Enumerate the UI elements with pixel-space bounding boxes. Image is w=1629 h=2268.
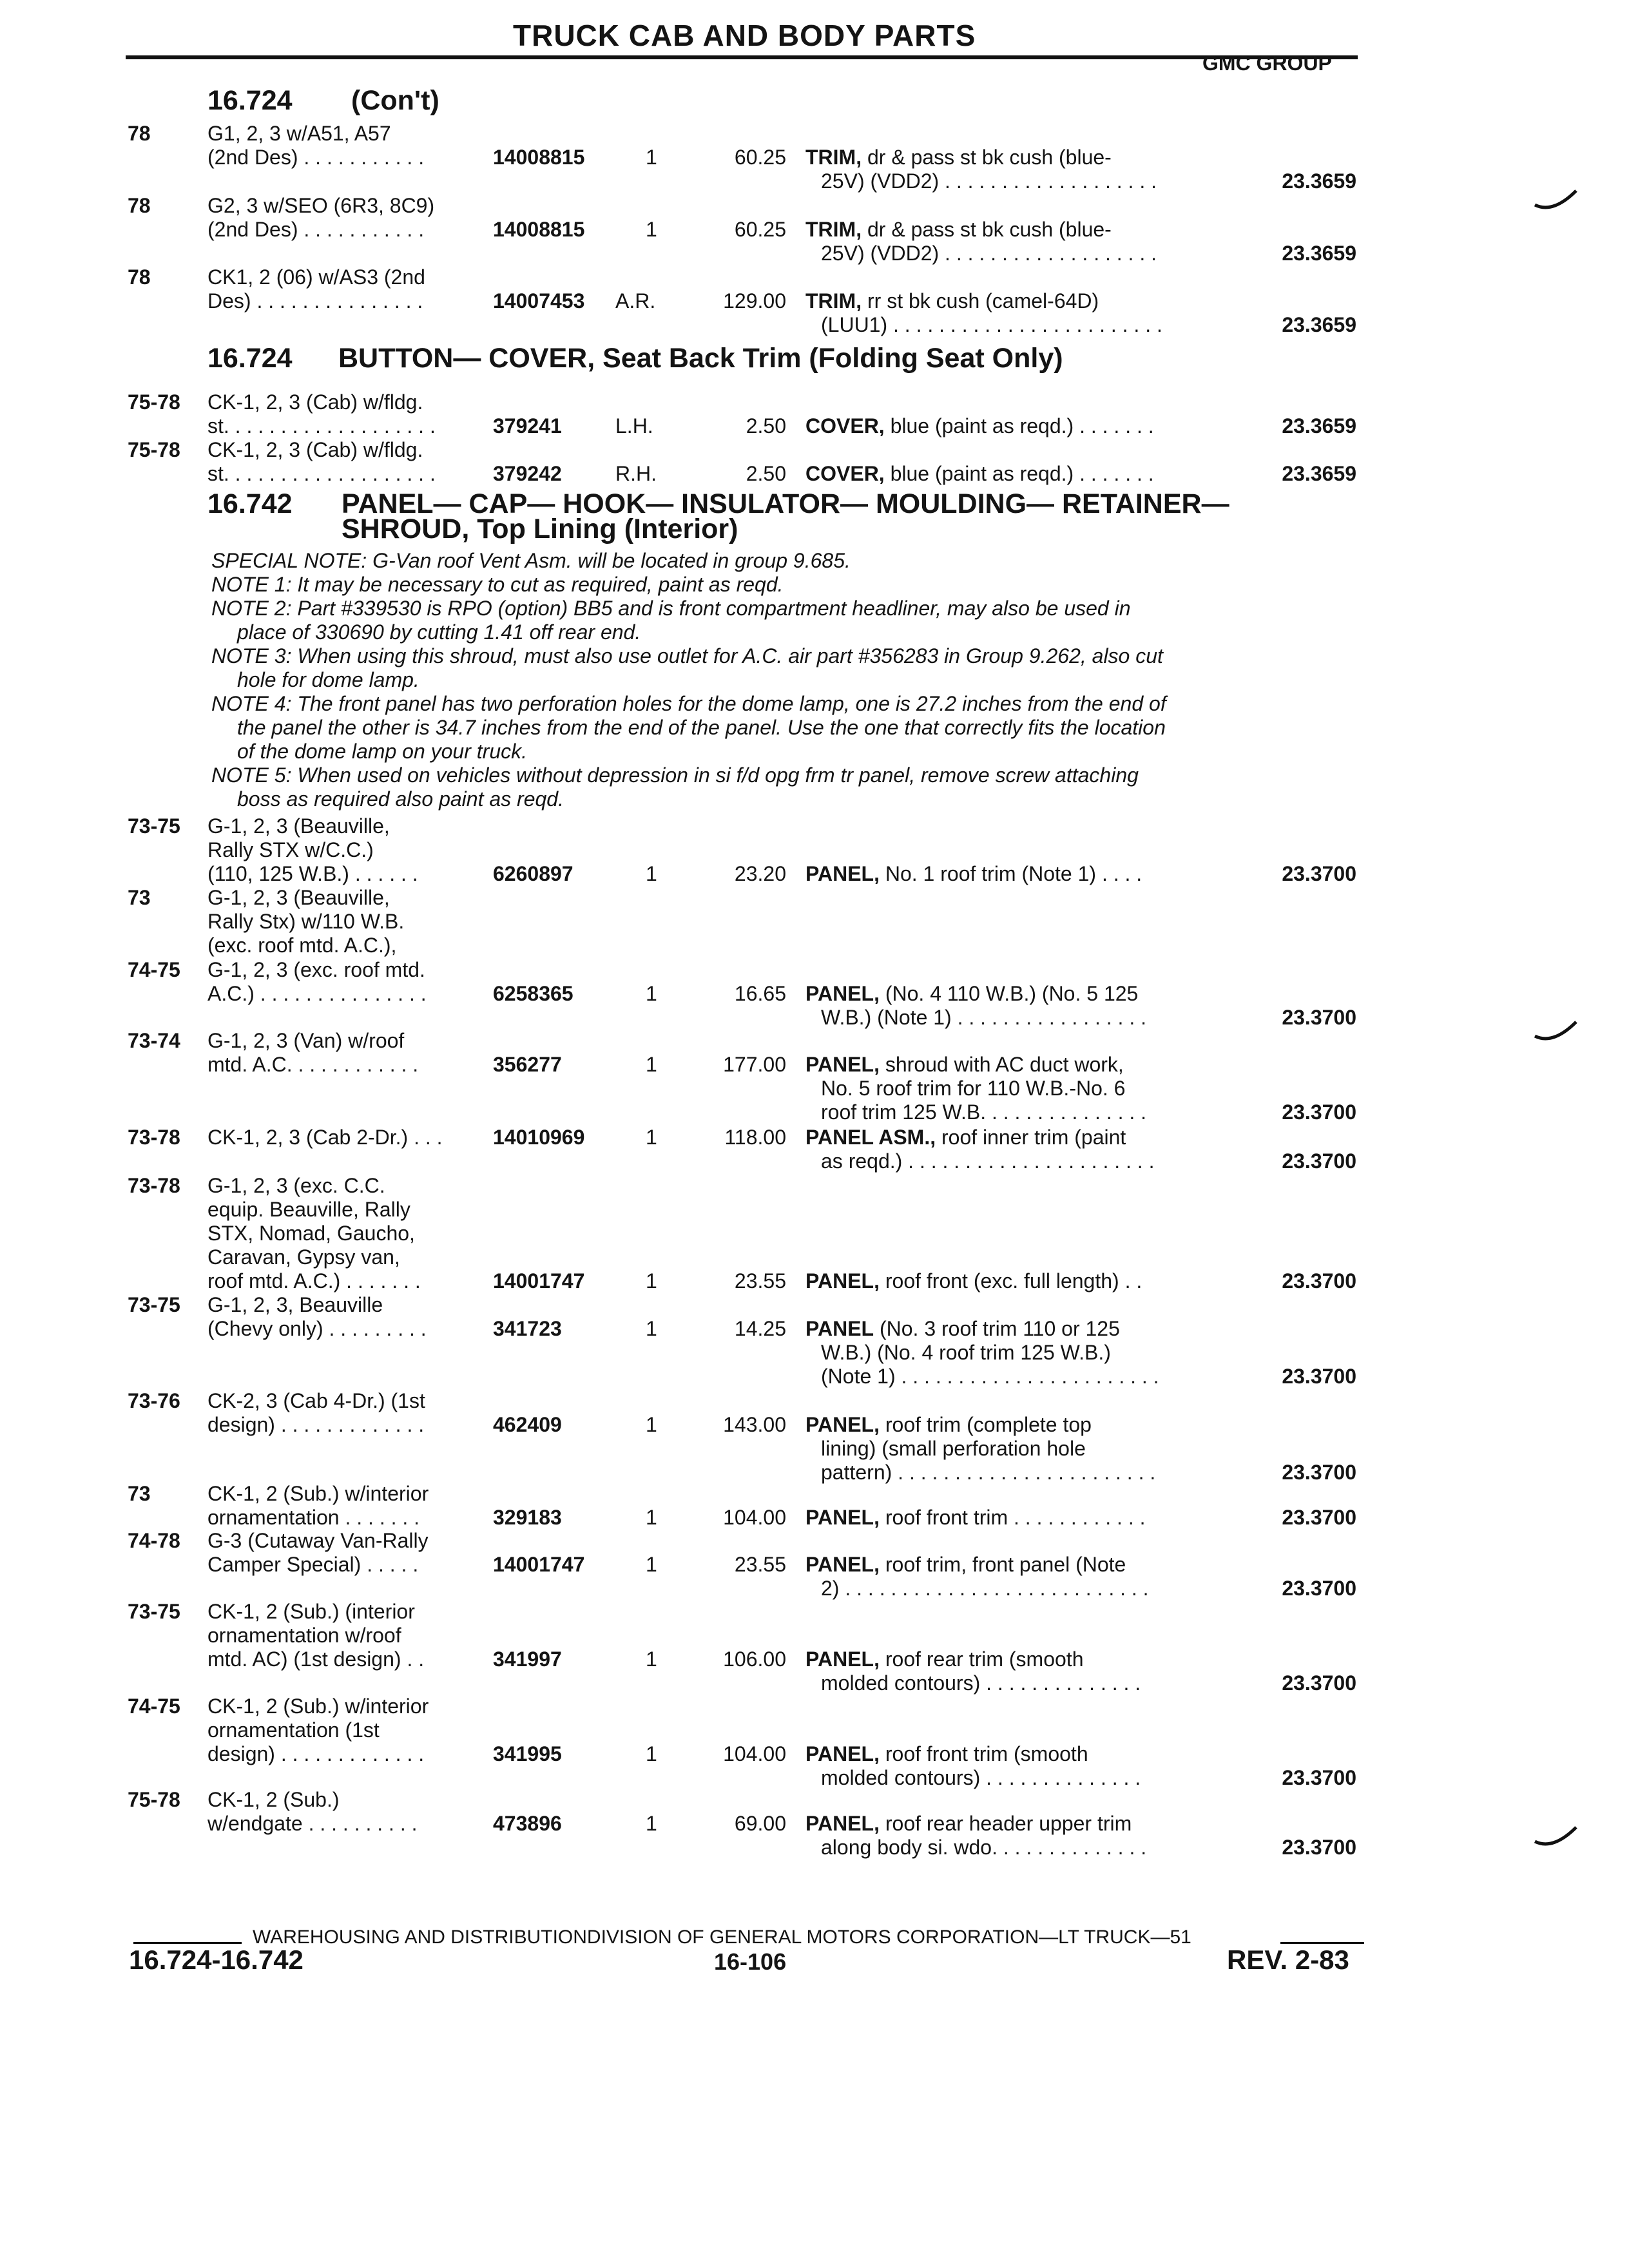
- part-number: 462409: [493, 1413, 562, 1436]
- model-applicability: [207, 958, 485, 1006]
- description-line: [805, 1671, 1218, 1695]
- model-line: mtd. A.C. . . . . . . . . . . .: [207, 1053, 419, 1076]
- description-text: roof rear header upper trim: [885, 1812, 1132, 1835]
- year-range: 78: [128, 122, 151, 145]
- part-number: 14010969: [493, 1126, 585, 1149]
- description-line: [805, 1149, 1218, 1173]
- model-applicability: [207, 1174, 485, 1293]
- year-range: 73-78: [128, 1174, 180, 1197]
- description-keyword: PANEL,: [805, 982, 880, 1005]
- quantity: 1: [646, 1126, 657, 1149]
- note-line: NOTE 2: Part #339530 is RPO (option) BB5 and is front compartment headliner, may also be used in: [211, 597, 1131, 620]
- description-keyword: COVER,: [805, 414, 885, 437]
- description-text: (Note 1) . . . . . . . . . . . . . . . . . . . . . . .: [821, 1365, 1159, 1388]
- model-line: Des) . . . . . . . . . . . . . . .: [207, 289, 423, 312]
- note-line: place of 330690 by cutting 1.41 off rear end.: [237, 620, 641, 644]
- quantity: L.H.: [615, 414, 653, 437]
- description-line: [805, 1365, 1218, 1389]
- year-range: 73-78: [128, 1126, 180, 1149]
- description-text: along body si. wdo. . . . . . . . . . . . . .: [821, 1836, 1147, 1859]
- list-price: 14.25: [734, 1317, 786, 1340]
- description-line: [805, 462, 1218, 486]
- year-range: 73-75: [128, 1600, 180, 1623]
- description-line: [805, 1836, 1218, 1860]
- part-number: 379241: [493, 414, 562, 437]
- description-text: shroud with AC duct work,: [885, 1053, 1124, 1076]
- group-number: 23.3659: [1282, 242, 1356, 265]
- note-line: NOTE 4: The front panel has two perforation holes for the dome lamp, one is 27.2 inches from the end of: [211, 692, 1166, 715]
- year-range: 74-75: [128, 1695, 180, 1718]
- description-text: dr & pass st bk cush (blue-: [867, 146, 1112, 169]
- quantity: 1: [646, 1553, 657, 1576]
- model-line: Camper Special) . . . . .: [207, 1553, 419, 1576]
- part-description: [805, 1553, 1218, 1600]
- quantity: 1: [646, 218, 657, 241]
- group-number: 23.3700: [1282, 1100, 1356, 1124]
- model-line: (2nd Des) . . . . . . . . . . .: [207, 218, 425, 241]
- section-title: BUTTON— COVER, Seat Back Trim (Folding Seat Only): [338, 343, 1063, 374]
- list-price: 23.55: [734, 1269, 786, 1293]
- footer-section-range: 16.724-16.742: [129, 1945, 304, 1975]
- description-line: [805, 146, 1218, 169]
- year-range: 75-78: [128, 390, 180, 414]
- pencil-mark: [1534, 187, 1579, 213]
- model-applicability: [207, 1482, 485, 1530]
- part-description: [805, 862, 1218, 886]
- list-price: 129.00: [723, 289, 786, 312]
- description-text: pattern) . . . . . . . . . . . . . . . . . . . . . . .: [821, 1461, 1156, 1484]
- list-price: 2.50: [746, 414, 786, 437]
- model-line: CK-1, 2, 3 (Cab) w/fldg.: [207, 390, 423, 414]
- description-line: [805, 1100, 1218, 1124]
- group-number: 23.3700: [1282, 1577, 1356, 1600]
- section-notes: [211, 549, 1371, 811]
- part-description: [805, 146, 1218, 193]
- model-applicability: [207, 1126, 485, 1149]
- model-line: CK1, 2 (06) w/AS3 (2nd: [207, 265, 425, 289]
- group-number: 23.3659: [1282, 462, 1356, 485]
- quantity: 1: [646, 1053, 657, 1076]
- model-applicability: [207, 390, 485, 438]
- year-range: 73-75: [128, 814, 180, 838]
- group-number: 23.3700: [1282, 1671, 1356, 1695]
- model-line: (Chevy only) . . . . . . . . .: [207, 1317, 427, 1340]
- model-line: G-1, 2, 3 (Beauville,: [207, 814, 390, 838]
- description-text: roof front trim (smooth: [885, 1742, 1088, 1765]
- description-line: [805, 242, 1218, 265]
- group-number: 23.3659: [1282, 169, 1356, 193]
- description-keyword: PANEL,: [805, 862, 880, 885]
- model-applicability: [207, 886, 485, 957]
- part-description: [805, 462, 1218, 486]
- part-number: 14008815: [493, 218, 585, 241]
- year-range: 78: [128, 194, 151, 217]
- model-line: G-1, 2, 3 (exc. C.C.: [207, 1174, 385, 1197]
- model-line: Rally Stx) w/110 W.B.: [207, 910, 405, 933]
- year-range: 75-78: [128, 1788, 180, 1811]
- description-line: [805, 1742, 1218, 1766]
- model-line: roof mtd. A.C.) . . . . . . .: [207, 1269, 421, 1293]
- description-line: [805, 1077, 1218, 1100]
- description-line: [805, 1648, 1218, 1671]
- list-price: 2.50: [746, 462, 786, 485]
- model-line: (2nd Des) . . . . . . . . . . .: [207, 146, 425, 169]
- footer-page-number: 16-106: [714, 1948, 787, 1975]
- section-number: 16.724: [207, 343, 293, 374]
- description-keyword: PANEL,: [805, 1269, 880, 1293]
- description-line: [805, 1553, 1218, 1577]
- list-price: 23.55: [734, 1553, 786, 1576]
- footer-text: WAREHOUSING AND DISTRIBUTIONDIVISION OF GENERAL MOTORS CORPORATION—LT TRUCK—51: [253, 1927, 1191, 1948]
- model-line: ornamentation . . . . . . .: [207, 1506, 420, 1529]
- model-line: CK-1, 2 (Sub.) w/interior: [207, 1482, 429, 1505]
- description-line: [805, 1812, 1218, 1836]
- section-continued-label: (Con't): [351, 85, 439, 116]
- group-number: 23.3700: [1282, 1149, 1356, 1173]
- model-applicability: [207, 814, 485, 886]
- year-range: 73: [128, 886, 151, 909]
- model-line: (110, 125 W.B.) . . . . . .: [207, 862, 418, 885]
- description-keyword: PANEL: [805, 1317, 874, 1340]
- note-line: hole for dome lamp.: [237, 668, 419, 691]
- quantity: 1: [646, 146, 657, 169]
- list-price: 118.00: [724, 1126, 786, 1149]
- description-keyword: PANEL,: [805, 1553, 880, 1576]
- list-price: 60.25: [734, 218, 786, 241]
- description-text: W.B.) (No. 4 roof trim 125 W.B.): [821, 1341, 1111, 1364]
- description-text: roof inner trim (paint: [941, 1126, 1126, 1149]
- description-text: rr st bk cush (camel-64D): [867, 289, 1099, 312]
- group-number: 23.3659: [1282, 313, 1356, 336]
- description-text: as reqd.) . . . . . . . . . . . . . . . . . . . . . .: [821, 1149, 1155, 1173]
- group-number: 23.3700: [1282, 1506, 1356, 1529]
- description-text: 25V) (VDD2) . . . . . . . . . . . . . . . . . . .: [821, 242, 1157, 265]
- year-range: 75-78: [128, 438, 180, 461]
- part-description: [805, 1317, 1218, 1389]
- list-price: 23.20: [734, 862, 786, 885]
- part-number: 6258365: [493, 982, 574, 1005]
- description-line: [805, 1006, 1218, 1030]
- part-description: [805, 1506, 1218, 1530]
- year-range: 73-74: [128, 1029, 180, 1052]
- note-line: of the dome lamp on your truck.: [237, 740, 527, 763]
- description-keyword: TRIM,: [805, 289, 862, 312]
- part-description: [805, 982, 1218, 1030]
- description-line: [805, 1577, 1218, 1600]
- footer-rule-left: [133, 1942, 242, 1944]
- quantity: 1: [646, 1317, 657, 1340]
- description-keyword: PANEL,: [805, 1053, 880, 1076]
- group-number: 23.3700: [1282, 1766, 1356, 1789]
- list-price: 143.00: [723, 1413, 786, 1436]
- model-line: STX, Nomad, Gaucho,: [207, 1222, 415, 1245]
- description-keyword: PANEL,: [805, 1506, 880, 1529]
- group-number: 23.3700: [1282, 862, 1356, 885]
- description-line: [805, 1413, 1218, 1437]
- description-text: roof front (exc. full length) . .: [885, 1269, 1142, 1293]
- quantity: 1: [646, 1506, 657, 1529]
- note-line: SPECIAL NOTE: G-Van roof Vent Asm. will be located in group 9.685.: [211, 549, 851, 572]
- model-line: CK-1, 2, 3 (Cab) w/fldg.: [207, 438, 423, 461]
- group-number: 23.3700: [1282, 1006, 1356, 1029]
- model-applicability: [207, 1695, 485, 1766]
- description-line: [805, 862, 1218, 886]
- model-applicability: [207, 1600, 485, 1671]
- section-number: 16.724: [207, 85, 293, 116]
- description-line: [805, 1506, 1218, 1530]
- part-number: 14007453: [493, 289, 585, 312]
- model-line: G2, 3 w/SEO (6R3, 8C9): [207, 194, 435, 217]
- description-line: [805, 1437, 1218, 1461]
- quantity: R.H.: [615, 462, 657, 485]
- part-description: [805, 289, 1218, 337]
- quantity: 1: [646, 1413, 657, 1436]
- list-price: 60.25: [734, 146, 786, 169]
- model-line: equip. Beauville, Rally: [207, 1198, 410, 1221]
- model-line: G-1, 2, 3 (Beauville,: [207, 886, 390, 909]
- description-keyword: PANEL,: [805, 1648, 880, 1671]
- header-rule: [126, 55, 1358, 59]
- description-line: [805, 218, 1218, 242]
- description-text: 2) . . . . . . . . . . . . . . . . . . . . . . . . . . .: [821, 1577, 1149, 1600]
- description-keyword: PANEL,: [805, 1812, 880, 1835]
- list-price: 106.00: [723, 1648, 786, 1671]
- model-line: st. . . . . . . . . . . . . . . . . . .: [207, 462, 436, 485]
- description-text: No. 5 roof trim for 110 W.B.-No. 6: [821, 1077, 1126, 1100]
- list-price: 104.00: [723, 1742, 786, 1765]
- part-number: 14001747: [493, 1553, 585, 1576]
- group-number: 23.3700: [1282, 1461, 1356, 1484]
- description-line: [805, 414, 1218, 438]
- description-text: 25V) (VDD2) . . . . . . . . . . . . . . . . . . .: [821, 169, 1157, 193]
- model-line: w/endgate . . . . . . . . . .: [207, 1812, 418, 1835]
- model-applicability: [207, 1389, 485, 1437]
- note-line: NOTE 5: When used on vehicles without depression in si f/d opg frm tr panel, remove screw attaching: [211, 764, 1139, 787]
- description-line: [805, 1341, 1218, 1365]
- year-range: 73: [128, 1482, 151, 1505]
- year-range: 74-75: [128, 958, 180, 981]
- description-line: [805, 1766, 1218, 1790]
- model-applicability: [207, 1529, 485, 1577]
- list-price: 104.00: [723, 1506, 786, 1529]
- part-description: [805, 1413, 1218, 1485]
- quantity: 1: [646, 1269, 657, 1293]
- footer-revision: REV. 2-83: [1227, 1945, 1349, 1975]
- note-line: NOTE 1: It may be necessary to cut as required, paint as reqd.: [211, 573, 784, 596]
- group-number: 23.3700: [1282, 1269, 1356, 1293]
- description-text: roof trim (complete top: [885, 1413, 1092, 1436]
- model-applicability: [207, 122, 485, 169]
- description-line: [805, 289, 1218, 313]
- description-text: roof trim, front panel (Note: [885, 1553, 1126, 1576]
- description-text: (LUU1) . . . . . . . . . . . . . . . . . . . . . . . .: [821, 313, 1162, 336]
- model-line: mtd. AC) (1st design) . .: [207, 1648, 425, 1671]
- list-price: 69.00: [734, 1812, 786, 1835]
- part-number: 473896: [493, 1812, 562, 1835]
- part-number: 6260897: [493, 862, 574, 885]
- quantity: A.R.: [615, 289, 656, 312]
- model-line: CK-1, 2 (Sub.) (interior: [207, 1600, 415, 1623]
- model-line: G-3 (Cutaway Van-Rally: [207, 1529, 429, 1552]
- part-description: [805, 1648, 1218, 1695]
- section-title-cont: SHROUD, Top Lining (Interior): [342, 514, 738, 544]
- description-text: roof trim 125 W.B. . . . . . . . . . . . . . .: [821, 1100, 1147, 1124]
- description-line: [805, 1317, 1218, 1341]
- description-text: (No. 4 110 W.B.) (No. 5 125: [885, 982, 1139, 1005]
- description-keyword: COVER,: [805, 462, 885, 485]
- list-price: 16.65: [734, 982, 786, 1005]
- part-number: 379242: [493, 462, 562, 485]
- part-description: [805, 1742, 1218, 1790]
- model-line: G-1, 2, 3 (Van) w/roof: [207, 1029, 405, 1052]
- model-line: ornamentation w/roof: [207, 1624, 401, 1647]
- page-title: TRUCK CAB AND BODY PARTS: [513, 19, 976, 52]
- model-line: Caravan, Gypsy van,: [207, 1245, 400, 1269]
- quantity: 1: [646, 1648, 657, 1671]
- model-line: CK-1, 2, 3 (Cab 2-Dr.) . . .: [207, 1126, 443, 1149]
- description-keyword: PANEL,: [805, 1742, 880, 1765]
- year-range: 73-76: [128, 1389, 180, 1412]
- part-description: [805, 1812, 1218, 1860]
- model-line: design) . . . . . . . . . . . . .: [207, 1742, 425, 1765]
- note-line: boss as required also paint as reqd.: [237, 787, 564, 811]
- section-title: PANEL— CAP— HOOK— INSULATOR— MOULDING— RETAINER—: [342, 488, 1229, 519]
- description-text: lining) (small perforation hole: [821, 1437, 1086, 1460]
- model-applicability: [207, 1293, 485, 1341]
- model-line: G-1, 2, 3 (exc. roof mtd.: [207, 958, 425, 981]
- description-text: W.B.) (Note 1) . . . . . . . . . . . . . . . . .: [821, 1006, 1146, 1029]
- part-number: 341997: [493, 1648, 562, 1671]
- quantity: 1: [646, 982, 657, 1005]
- year-range: 74-78: [128, 1529, 180, 1552]
- description-text: molded contours) . . . . . . . . . . . . . .: [821, 1766, 1141, 1789]
- description-text: blue (paint as reqd.) . . . . . . .: [890, 414, 1154, 437]
- model-line: G1, 2, 3 w/A51, A57: [207, 122, 391, 145]
- group-number: 23.3659: [1282, 414, 1356, 437]
- model-line: ornamentation (1st: [207, 1718, 380, 1742]
- description-text: roof rear trim (smooth: [885, 1648, 1084, 1671]
- description-text: molded contours) . . . . . . . . . . . . . .: [821, 1671, 1141, 1695]
- year-range: 78: [128, 265, 151, 289]
- pencil-mark: [1534, 1823, 1579, 1849]
- model-applicability: [207, 438, 485, 486]
- description-text: blue (paint as reqd.) . . . . . . .: [890, 462, 1154, 485]
- part-number: 341995: [493, 1742, 562, 1765]
- model-applicability: [207, 265, 485, 313]
- group-label: GMC GROUP: [1202, 52, 1332, 75]
- description-text: No. 1 roof trim (Note 1) . . . .: [885, 862, 1142, 885]
- description-line: [805, 1126, 1218, 1149]
- part-number: 14008815: [493, 146, 585, 169]
- model-line: Rally STX w/C.C.): [207, 838, 374, 861]
- description-text: (No. 3 roof trim 110 or 125: [879, 1317, 1120, 1340]
- model-line: G-1, 2, 3, Beauville: [207, 1293, 383, 1316]
- part-number: 341723: [493, 1317, 562, 1340]
- quantity: 1: [646, 862, 657, 885]
- model-applicability: [207, 1788, 485, 1836]
- year-range: 73-75: [128, 1293, 180, 1316]
- description-keyword: TRIM,: [805, 146, 862, 169]
- description-line: [805, 1053, 1218, 1077]
- model-line: CK-1, 2 (Sub.): [207, 1788, 340, 1811]
- description-text: roof front trim . . . . . . . . . . . .: [885, 1506, 1146, 1529]
- description-text: dr & pass st bk cush (blue-: [867, 218, 1112, 241]
- description-line: [805, 982, 1218, 1006]
- model-line: CK-1, 2 (Sub.) w/interior: [207, 1695, 429, 1718]
- quantity: 1: [646, 1812, 657, 1835]
- note-line: the panel the other is 34.7 inches from the end of the panel. Use the one that correctly fits the location: [237, 716, 1166, 739]
- model-applicability: [207, 1029, 485, 1077]
- model-line: A.C.) . . . . . . . . . . . . . . .: [207, 982, 427, 1005]
- model-applicability: [207, 194, 485, 242]
- part-number: 356277: [493, 1053, 562, 1076]
- pencil-mark: [1534, 1018, 1579, 1044]
- model-line: CK-2, 3 (Cab 4-Dr.) (1st: [207, 1389, 425, 1412]
- description-keyword: PANEL,: [805, 1413, 880, 1436]
- part-description: [805, 1269, 1218, 1293]
- note-line: NOTE 3: When using this shroud, must also use outlet for A.C. air part #356283 in Group 9.262, also cut: [211, 644, 1163, 668]
- footer-rule-right: [1280, 1942, 1364, 1944]
- part-description: [805, 1053, 1218, 1124]
- section-number: 16.742: [207, 488, 293, 519]
- description-line: [805, 1461, 1218, 1485]
- description-line: [805, 169, 1218, 193]
- description-line: [805, 1269, 1218, 1293]
- part-description: [805, 1126, 1218, 1173]
- list-price: 177.00: [723, 1053, 786, 1076]
- description-keyword: TRIM,: [805, 218, 862, 241]
- part-description: [805, 414, 1218, 438]
- part-number: 329183: [493, 1506, 562, 1529]
- part-description: [805, 218, 1218, 265]
- model-line: st. . . . . . . . . . . . . . . . . . .: [207, 414, 436, 437]
- model-line: design) . . . . . . . . . . . . .: [207, 1413, 425, 1436]
- part-number: 14001747: [493, 1269, 585, 1293]
- model-line: (exc. roof mtd. A.C.),: [207, 934, 397, 957]
- description-keyword: PANEL ASM.,: [805, 1126, 936, 1149]
- group-number: 23.3700: [1282, 1365, 1356, 1388]
- quantity: 1: [646, 1742, 657, 1765]
- description-line: [805, 313, 1218, 337]
- group-number: 23.3700: [1282, 1836, 1356, 1859]
